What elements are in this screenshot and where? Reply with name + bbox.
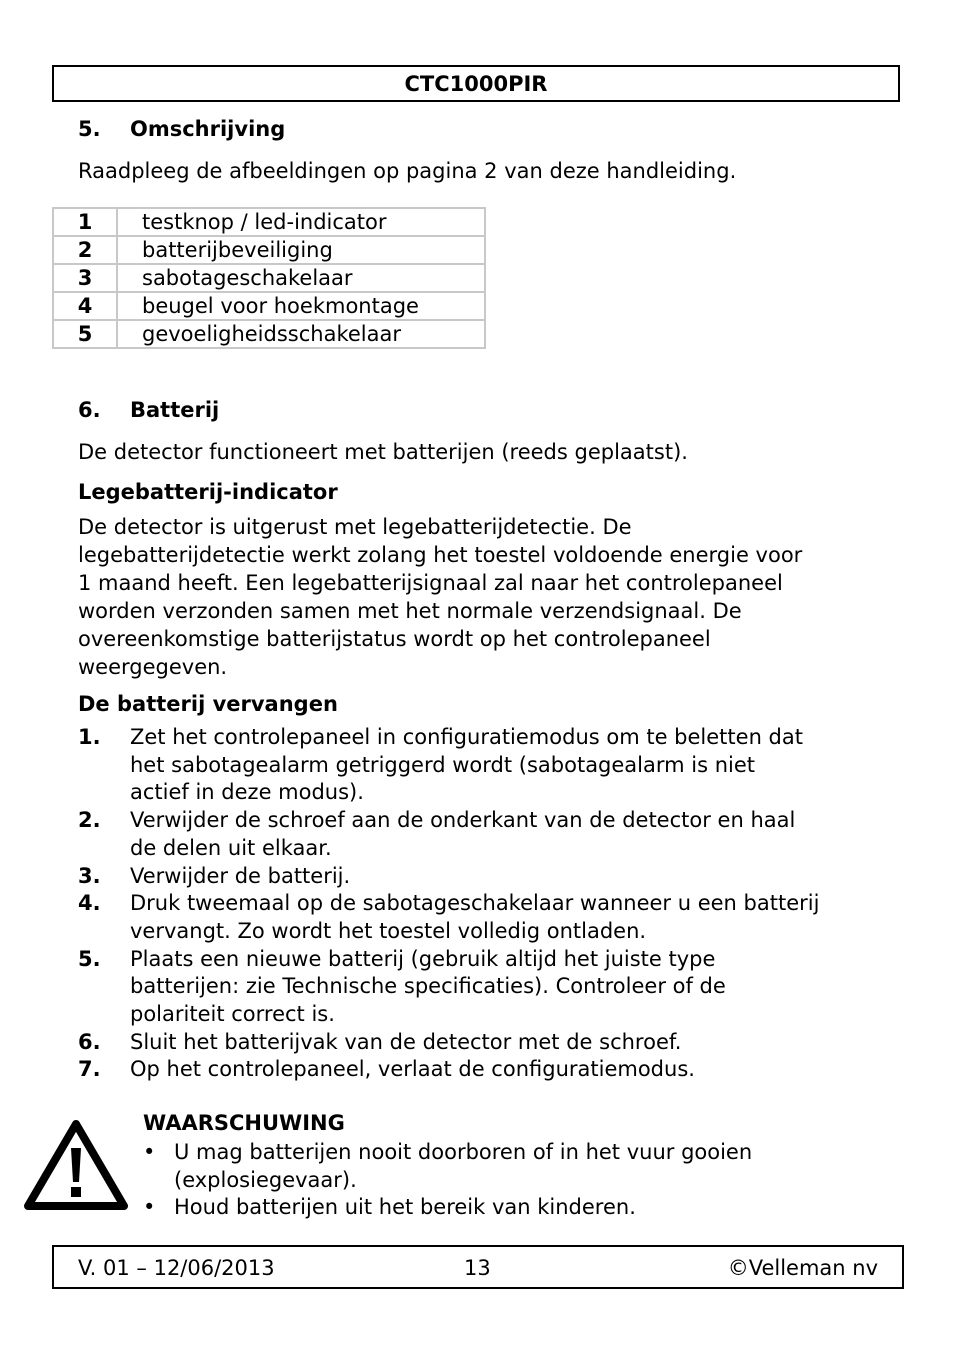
part-number: 4	[53, 292, 117, 320]
step-text	[130, 946, 726, 1029]
paragraph-line: weergegeven.	[78, 655, 228, 679]
list-item	[143, 1139, 752, 1194]
warning-line: U mag batterijen nooit doorboren of in het vuur gooien	[174, 1140, 753, 1164]
header-title: CTC1000PIR	[404, 71, 548, 96]
warning-text	[174, 1139, 752, 1194]
replace-subheading: De batterij vervangen	[78, 692, 338, 716]
step-line: Verwijder de batterij.	[130, 863, 351, 888]
section-5-intro: Raadpleeg de afbeeldingen op pagina 2 van deze handleiding.	[78, 159, 737, 183]
list-item	[78, 863, 819, 891]
paragraph-line: De detector is uitgerust met legebatterijdetectie. De	[78, 515, 632, 539]
replace-steps-list	[78, 724, 819, 1084]
part-number: 2	[53, 236, 117, 264]
step-text	[130, 807, 795, 862]
bullet-icon: •	[143, 1195, 156, 1219]
part-number: 5	[53, 320, 117, 348]
step-number: 4.	[78, 891, 101, 916]
parts-table	[52, 207, 486, 349]
part-number: 3	[53, 264, 117, 292]
document-header	[52, 65, 900, 102]
list-item	[78, 946, 819, 1029]
step-text	[130, 1029, 681, 1057]
step-line: Druk tweemaal op de sabotageschakelaar wanneer u een batterij	[130, 891, 820, 916]
step-number: 5.	[78, 946, 101, 971]
table-row	[53, 320, 485, 348]
step-line: Verwijder de schroef aan de onderkant van de detector en haal	[130, 808, 796, 833]
step-number: 7.	[78, 1057, 101, 1082]
section-6-intro: De detector functioneert met batterijen (reeds geplaatst).	[78, 440, 688, 464]
part-label: beugel voor hoekmontage	[117, 292, 485, 320]
section-5-title: Omschrijving	[130, 117, 286, 141]
table-row	[53, 236, 485, 264]
paragraph-line: worden verzonden samen met het normale verzendsignaal. De	[78, 599, 742, 623]
list-item	[78, 724, 819, 807]
section-6-title: Batterij	[130, 398, 220, 422]
warning-triangle-icon	[24, 1118, 128, 1212]
list-item	[78, 1056, 819, 1084]
step-number: 3.	[78, 863, 101, 888]
list-item	[78, 1029, 819, 1057]
footer-version: V. 01 – 12/06/2013	[78, 1256, 275, 1280]
step-line: actief in deze modus).	[130, 780, 364, 805]
table-row	[53, 208, 485, 236]
step-text	[130, 863, 350, 891]
list-item	[78, 807, 819, 862]
bullet-icon: •	[143, 1140, 156, 1164]
section-5-heading	[78, 117, 285, 141]
warning-line: Houd batterijen uit het bereik van kinderen.	[174, 1195, 636, 1219]
section-5-number: 5.	[78, 117, 101, 141]
warning-title: WAARSCHUWING	[143, 1111, 345, 1135]
indicator-subheading: Legebatterij-indicator	[78, 480, 338, 504]
section-6-heading	[78, 398, 219, 422]
footer-page-number: 13	[464, 1256, 491, 1280]
step-line: het sabotagealarm getriggerd wordt (sabotagealarm is niet	[130, 752, 756, 777]
part-label: batterijbeveiliging	[117, 236, 485, 264]
step-number: 6.	[78, 1029, 101, 1054]
warning-list	[143, 1139, 752, 1222]
step-line: batterijen: zie Technische specificaties). Controleer of de	[130, 974, 726, 999]
step-number: 2.	[78, 808, 101, 833]
warning-line: (explosiegevaar).	[174, 1167, 357, 1192]
warning-text	[174, 1194, 636, 1222]
step-text	[130, 890, 819, 945]
step-line: vervangt. Zo wordt het toestel volledig ontladen.	[130, 918, 647, 943]
table-row	[53, 292, 485, 320]
step-line: Op het controlepaneel, verlaat de configuratiemodus.	[130, 1057, 695, 1082]
step-line: polariteit correct is.	[130, 1002, 335, 1027]
part-label: testknop / led-indicator	[117, 208, 485, 236]
part-label: gevoeligheidsschakelaar	[117, 320, 485, 348]
footer-copyright: ©Velleman nv	[727, 1256, 878, 1280]
step-line: de delen uit elkaar.	[130, 835, 332, 860]
list-item	[143, 1194, 752, 1222]
step-text	[130, 724, 803, 807]
step-line: Plaats een nieuwe batterij (gebruik altijd het juiste type	[130, 946, 716, 971]
step-number: 1.	[78, 725, 101, 749]
section-6-number: 6.	[78, 398, 101, 422]
paragraph-line: overeenkomstige batterijstatus wordt op het controlepaneel	[78, 627, 711, 651]
list-item	[78, 890, 819, 945]
part-label: sabotageschakelaar	[117, 264, 485, 292]
table-row	[53, 264, 485, 292]
step-text	[130, 1056, 695, 1084]
document-footer	[52, 1245, 904, 1289]
indicator-paragraph	[78, 513, 802, 681]
step-line: Sluit het batterijvak van de detector met de schroef.	[130, 1029, 682, 1054]
paragraph-line: 1 maand heeft. Een legebatterijsignaal zal naar het controlepaneel	[78, 571, 783, 595]
paragraph-line: legebatterijdetectie werkt zolang het toestel voldoende energie voor	[78, 543, 803, 567]
step-line: Zet het controlepaneel in configuratiemodus om te beletten dat	[130, 725, 803, 749]
part-number: 1	[53, 208, 117, 236]
